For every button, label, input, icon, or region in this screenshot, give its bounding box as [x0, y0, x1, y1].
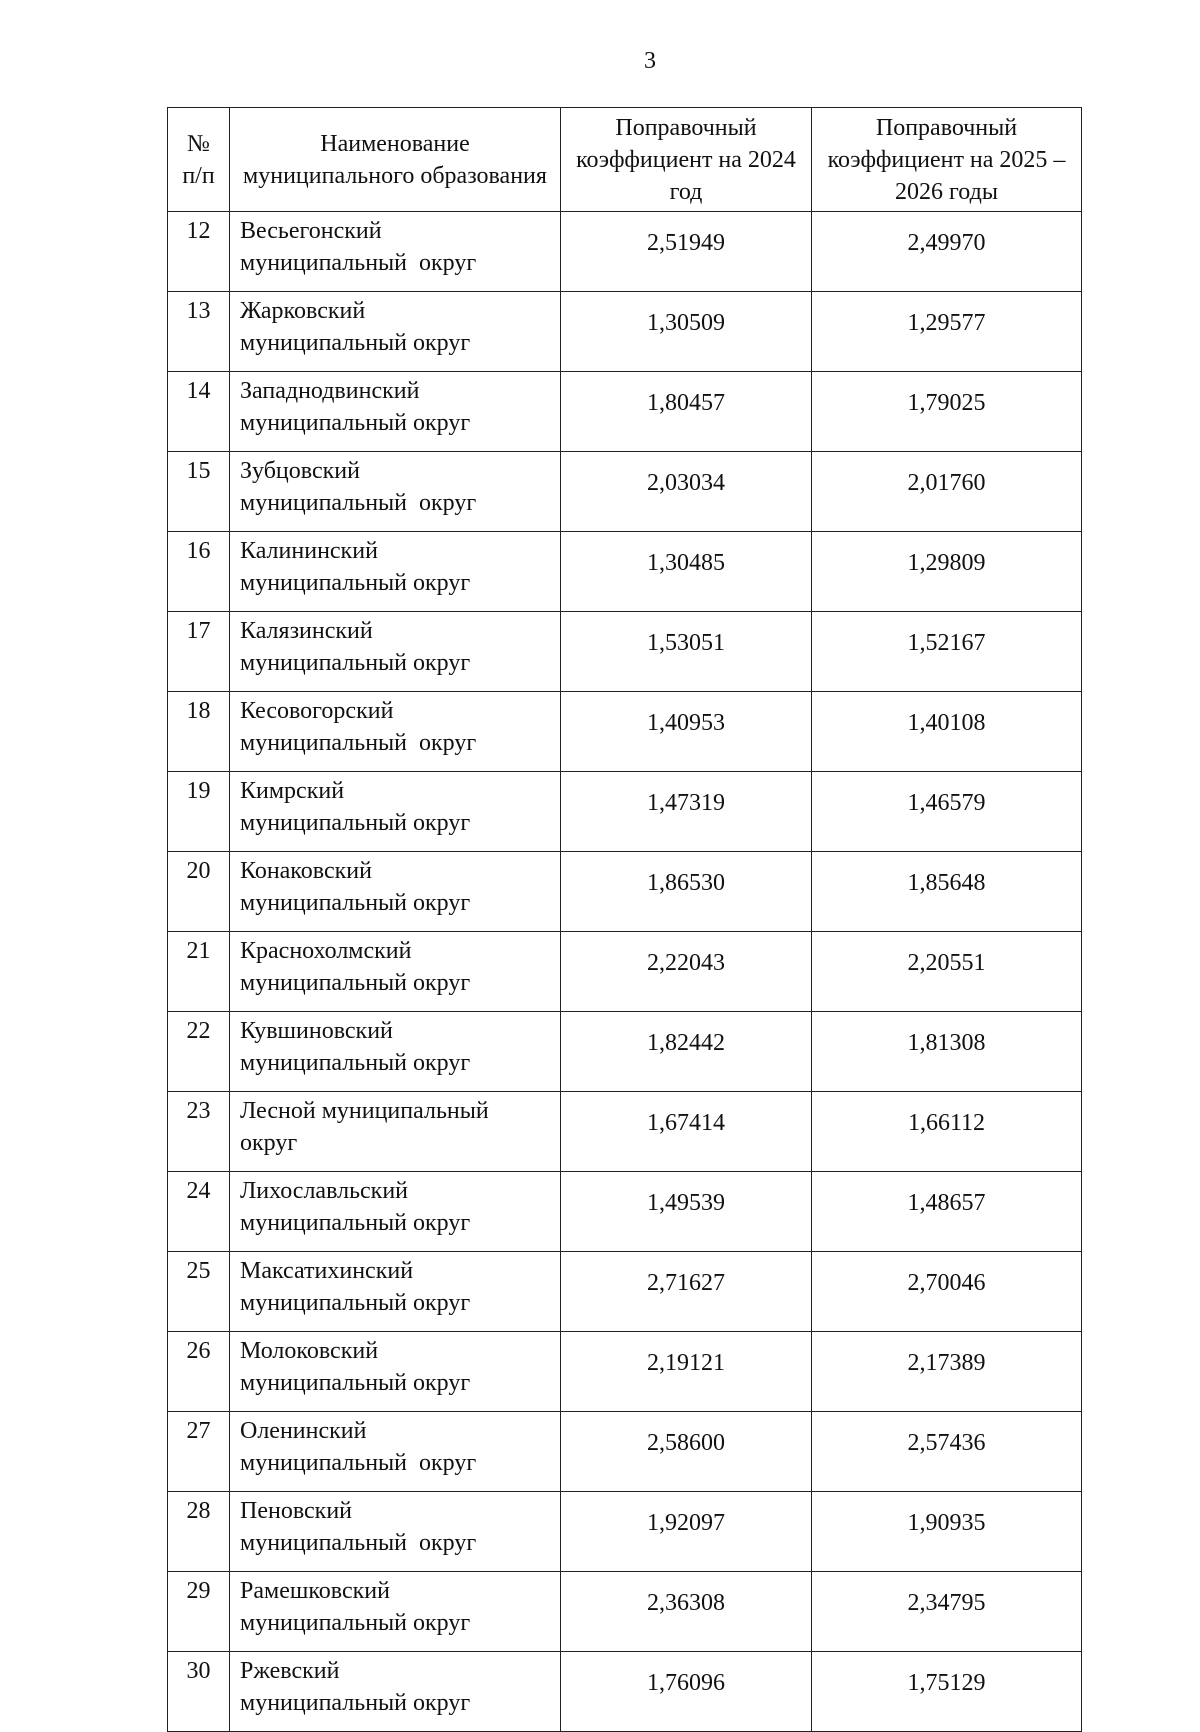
table-body — [168, 212, 1082, 1732]
municipality-name-line1: Кувшиновский — [240, 1018, 393, 1044]
table-row — [168, 772, 1082, 852]
municipality-name-line2: муниципальный округ — [240, 730, 477, 756]
municipality-name-line1: Пеновский — [240, 1498, 353, 1524]
table-row — [168, 1092, 1082, 1172]
municipality-name — [230, 612, 561, 692]
coef-2024-value: 2,71627 — [561, 1252, 812, 1332]
municipality-name — [230, 1492, 561, 1572]
municipality-name-line2: муниципальный округ — [240, 970, 471, 996]
table-row — [168, 1572, 1082, 1652]
municipality-name-line1: Лихославльский — [240, 1178, 409, 1204]
table-row — [168, 292, 1082, 372]
municipality-name-line1: Весьегонский — [240, 218, 382, 244]
coef-2025-2026-value: 2,57436 — [812, 1412, 1082, 1492]
coef-2025-2026-value: 1,29577 — [812, 292, 1082, 372]
page-number-text: 3 — [644, 48, 656, 74]
row-number: 13 — [168, 292, 230, 372]
municipality-name-line2: муниципальный округ — [240, 1210, 471, 1236]
municipality-name — [230, 692, 561, 772]
coef-2024-value: 2,22043 — [561, 932, 812, 1012]
table-row — [168, 212, 1082, 292]
table-row — [168, 532, 1082, 612]
municipality-name-line2: муниципальный округ — [240, 890, 471, 916]
municipality-name-line1: Кимрский — [240, 778, 345, 804]
municipality-name — [230, 452, 561, 532]
coef-2025-2026-value: 1,79025 — [812, 372, 1082, 452]
row-number: 12 — [168, 212, 230, 292]
municipality-name-line1: Ржевский — [240, 1658, 340, 1684]
coef-2024-value: 1,49539 — [561, 1172, 812, 1252]
row-number: 21 — [168, 932, 230, 1012]
coef-2025-2026-value: 1,75129 — [812, 1652, 1082, 1732]
header-num: № п/п — [168, 108, 230, 212]
row-number: 23 — [168, 1092, 230, 1172]
municipality-name — [230, 212, 561, 292]
municipality-name-line1: Калязинский — [240, 618, 373, 644]
table-row — [168, 852, 1082, 932]
municipality-name-line1: Лесной муниципальный — [240, 1098, 489, 1124]
coef-2024-value: 1,47319 — [561, 772, 812, 852]
page-number — [0, 48, 1200, 75]
table-row — [168, 1012, 1082, 1092]
coef-2024-value: 1,30509 — [561, 292, 812, 372]
municipality-name-line2: округ — [240, 1130, 298, 1156]
municipality-name-line2: муниципальный округ — [240, 410, 471, 436]
municipality-name-line1: Максатихинский — [240, 1258, 414, 1284]
row-number: 17 — [168, 612, 230, 692]
coef-2024-value: 2,51949 — [561, 212, 812, 292]
municipality-name-line2: муниципальный округ — [240, 1530, 477, 1556]
coef-2024-value: 1,40953 — [561, 692, 812, 772]
municipality-name-line2: муниципальный округ — [240, 250, 477, 276]
municipality-name — [230, 852, 561, 932]
municipality-name-line1: Западнодвинский — [240, 378, 420, 404]
municipality-name — [230, 292, 561, 372]
coef-2024-value: 1,80457 — [561, 372, 812, 452]
coef-2025-2026-value: 2,34795 — [812, 1572, 1082, 1652]
municipality-name-line1: Конаковский — [240, 858, 372, 884]
row-number: 19 — [168, 772, 230, 852]
row-number: 14 — [168, 372, 230, 452]
table-row — [168, 1492, 1082, 1572]
coef-2025-2026-value: 2,49970 — [812, 212, 1082, 292]
municipality-name — [230, 1652, 561, 1732]
coef-2025-2026-value: 1,81308 — [812, 1012, 1082, 1092]
row-number: 24 — [168, 1172, 230, 1252]
row-number: 27 — [168, 1412, 230, 1492]
municipality-name — [230, 932, 561, 1012]
row-number: 16 — [168, 532, 230, 612]
municipality-name-line2: муниципальный округ — [240, 1610, 471, 1636]
table-header-row — [168, 108, 1082, 212]
coef-2025-2026-value: 2,20551 — [812, 932, 1082, 1012]
municipality-name-line1: Рамешковский — [240, 1578, 390, 1604]
coef-2024-value: 1,92097 — [561, 1492, 812, 1572]
row-number: 22 — [168, 1012, 230, 1092]
row-number: 28 — [168, 1492, 230, 1572]
coef-2025-2026-value: 1,90935 — [812, 1492, 1082, 1572]
coef-2024-value: 2,36308 — [561, 1572, 812, 1652]
coef-2024-value: 1,86530 — [561, 852, 812, 932]
municipality-name-line1: Оленинский — [240, 1418, 367, 1444]
row-number: 30 — [168, 1652, 230, 1732]
row-number: 18 — [168, 692, 230, 772]
municipality-name — [230, 772, 561, 852]
municipality-name-line1: Жарковский — [240, 298, 366, 324]
coef-2025-2026-value: 1,48657 — [812, 1172, 1082, 1252]
coef-2024-value: 1,30485 — [561, 532, 812, 612]
coefficient-table — [167, 107, 1082, 1732]
municipality-name-line2: муниципальный округ — [240, 1370, 471, 1396]
table-row — [168, 612, 1082, 692]
municipality-name — [230, 1092, 561, 1172]
header-coef-2025-2026: Поправочный коэффициент на 2025 – 2026 годы — [812, 108, 1082, 212]
coef-2024-value: 1,53051 — [561, 612, 812, 692]
municipality-name — [230, 1012, 561, 1092]
municipality-name-line2: муниципальный округ — [240, 1290, 471, 1316]
municipality-name-line2: муниципальный округ — [240, 1690, 471, 1716]
municipality-name — [230, 1572, 561, 1652]
municipality-name-line1: Зубцовский — [240, 458, 360, 484]
table-row — [168, 1652, 1082, 1732]
table-row — [168, 692, 1082, 772]
coef-2024-value: 1,67414 — [561, 1092, 812, 1172]
coef-2025-2026-value: 1,29809 — [812, 532, 1082, 612]
table-row — [168, 1412, 1082, 1492]
municipality-name-line1: Краснохолмский — [240, 938, 412, 964]
municipality-name — [230, 1172, 561, 1252]
table-row — [168, 1252, 1082, 1332]
municipality-name — [230, 1332, 561, 1412]
row-number: 15 — [168, 452, 230, 532]
coef-2024-value: 2,19121 — [561, 1332, 812, 1412]
row-number: 29 — [168, 1572, 230, 1652]
coef-2025-2026-value: 2,01760 — [812, 452, 1082, 532]
coef-2024-value: 2,58600 — [561, 1412, 812, 1492]
municipality-name-line2: муниципальный округ — [240, 1450, 477, 1476]
municipality-name-line1: Калининский — [240, 538, 378, 564]
table-row — [168, 1172, 1082, 1252]
coef-2025-2026-value: 2,70046 — [812, 1252, 1082, 1332]
coef-2025-2026-value: 1,66112 — [812, 1092, 1082, 1172]
coef-2025-2026-value: 1,52167 — [812, 612, 1082, 692]
coef-2024-value: 1,76096 — [561, 1652, 812, 1732]
table-row — [168, 372, 1082, 452]
municipality-name-line2: муниципальный округ — [240, 1050, 471, 1076]
municipality-name-line2: муниципальный округ — [240, 570, 471, 596]
municipality-name-line1: Молоковский — [240, 1338, 379, 1364]
municipality-name-line1: Кесовогорский — [240, 698, 394, 724]
table-row — [168, 452, 1082, 532]
municipality-name-line2: муниципальный округ — [240, 650, 471, 676]
row-number: 26 — [168, 1332, 230, 1412]
coef-2024-value: 1,82442 — [561, 1012, 812, 1092]
coef-2024-value: 2,03034 — [561, 452, 812, 532]
table-row — [168, 1332, 1082, 1412]
coef-2025-2026-value: 1,46579 — [812, 772, 1082, 852]
table-header — [168, 108, 1082, 212]
header-coef-2024: Поправочный коэффициент на 2024 год — [561, 108, 812, 212]
municipality-name — [230, 372, 561, 452]
coef-2025-2026-value: 1,40108 — [812, 692, 1082, 772]
municipality-name — [230, 1252, 561, 1332]
table-row — [168, 932, 1082, 1012]
municipality-name-line2: муниципальный округ — [240, 330, 471, 356]
municipality-name — [230, 1412, 561, 1492]
coef-2025-2026-value: 2,17389 — [812, 1332, 1082, 1412]
coef-2025-2026-value: 1,85648 — [812, 852, 1082, 932]
row-number: 20 — [168, 852, 230, 932]
header-name: Наименование муниципального образования — [230, 108, 561, 212]
municipality-name-line2: муниципальный округ — [240, 810, 471, 836]
row-number: 25 — [168, 1252, 230, 1332]
municipality-name — [230, 532, 561, 612]
municipality-name-line2: муниципальный округ — [240, 490, 477, 516]
